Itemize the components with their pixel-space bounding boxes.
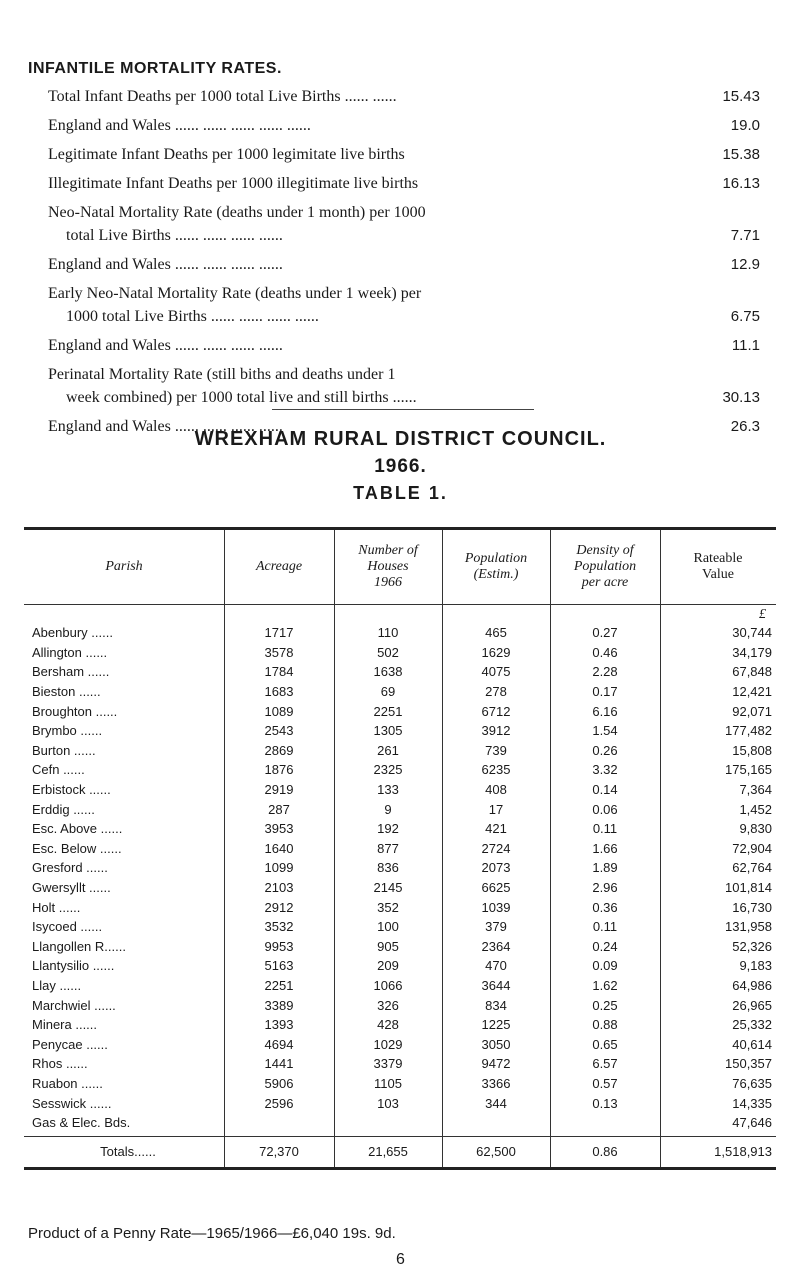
table-cell: 1039: [481, 899, 511, 915]
table-cell: 502: [377, 644, 399, 660]
table-row: [24, 623, 776, 643]
parish-name: Abenbury ......: [32, 625, 113, 641]
table-header-row: [24, 530, 776, 604]
rate-item: [48, 334, 778, 357]
table-cell: 25,332: [732, 1017, 772, 1033]
table-cell: 69: [380, 684, 396, 700]
table-cell: 0.26: [592, 742, 618, 758]
table-cell: 1105: [374, 1075, 402, 1091]
rate-item: [48, 253, 778, 276]
table-cell: 62,764: [732, 860, 772, 876]
currency-symbol: £: [759, 607, 766, 622]
table-row: [24, 1034, 776, 1054]
table-cell: 1441: [264, 1056, 294, 1072]
table-cell: 3912: [481, 723, 511, 739]
rate-value: 6.75: [730, 308, 760, 325]
rate-label: Neo-Natal Mortality Rate (deaths under 1 month) per 1000: [48, 204, 426, 221]
table-cell: 1029: [373, 1036, 403, 1052]
table-cell: 3366: [481, 1075, 511, 1091]
table-bottom-rule: [24, 1167, 776, 1170]
table-cell: 2325: [373, 762, 403, 778]
table-cell: 101,814: [725, 880, 772, 896]
table-cell: 6.57: [592, 1056, 618, 1072]
table-cell: 261: [377, 742, 399, 758]
parish-name: Broughton ......: [32, 703, 118, 719]
table-row: [24, 741, 776, 761]
table-cell: 2.28: [592, 664, 618, 680]
table-cell: 131,958: [725, 919, 772, 935]
rate-label: Total Infant Deaths per 1000 total Live Births ...... ......: [48, 88, 397, 105]
table-cell: 133: [377, 782, 399, 798]
parish-name: Gresford ......: [32, 860, 108, 876]
parish-name: Erbistock ......: [32, 782, 111, 798]
table-cell: 2543: [264, 723, 294, 739]
table-cell: 0.25: [592, 997, 618, 1013]
table-row: [24, 976, 776, 996]
table-cell: 287: [268, 801, 290, 817]
rate-item: [48, 363, 778, 409]
table-row: [24, 839, 776, 859]
table-cell: 1089: [264, 703, 294, 719]
table-cell: 1717: [264, 625, 294, 641]
table-body: [24, 623, 776, 1132]
table-cell: 3532: [264, 919, 294, 935]
parish-name: Cefn ......: [32, 762, 85, 778]
parish-name: Allington ......: [32, 644, 108, 660]
table-cell: 12,421: [732, 684, 772, 700]
mortality-rates-list: [48, 85, 778, 444]
table-cell: 408: [485, 782, 507, 798]
parish-name: Esc. Below ......: [32, 840, 122, 856]
parish-name: Isycoed ......: [32, 919, 103, 935]
table-cell: 1225: [481, 1017, 511, 1033]
table-row: [24, 721, 776, 741]
rate-label: Early Neo-Natal Mortality Rate (deaths under 1 week) per: [48, 285, 422, 302]
table-row: [24, 643, 776, 663]
totals-row: [24, 1137, 776, 1165]
table-cell: 6625: [481, 880, 511, 896]
infantile-mortality-heading: INFANTILE MORTALITY RATES.: [28, 60, 282, 77]
parish-name: Erddig ......: [32, 801, 95, 817]
table-cell: 0.36: [592, 899, 618, 915]
parish-name: Bieston ......: [32, 684, 101, 700]
column-header: Number of Houses 1966: [358, 543, 418, 590]
rate-label: Legitimate Infant Deaths per 1000 legimitate live births: [48, 146, 405, 163]
table-label: TABLE 1.: [353, 483, 448, 503]
rate-value: 7.71: [730, 227, 760, 244]
table-cell: 344: [485, 1095, 507, 1111]
table-cell: 9472: [481, 1056, 511, 1072]
table-cell: 6712: [481, 703, 511, 719]
table-cell: 0.11: [592, 919, 618, 935]
rate-item: [48, 172, 778, 195]
table-cell: 1629: [481, 644, 511, 660]
table-row: [24, 995, 776, 1015]
rate-item: [48, 85, 778, 108]
table-cell: 1640: [264, 840, 294, 856]
table-cell: 72,370: [259, 1143, 299, 1159]
column-divider: [660, 530, 661, 1167]
table-row: [24, 1074, 776, 1094]
rate-value: 11.1: [731, 337, 760, 354]
table-cell: 2073: [481, 860, 511, 876]
table-row: [24, 682, 776, 702]
table-cell: 428: [377, 1017, 399, 1033]
rate-value: 12.9: [730, 256, 760, 273]
parish-name: Esc. Above ......: [32, 821, 123, 837]
table-cell: 1,518,913: [714, 1143, 772, 1159]
table-cell: 1.54: [592, 723, 618, 739]
table-cell: 47,646: [732, 1115, 772, 1131]
parish-name: Rhos ......: [32, 1056, 88, 1072]
table-cell: 26,965: [732, 997, 772, 1013]
parish-name: Sesswick ......: [32, 1095, 112, 1111]
table-cell: 1305: [373, 723, 403, 739]
table-cell: 4075: [481, 664, 511, 680]
table-cell: 739: [485, 742, 507, 758]
table-row: [24, 956, 776, 976]
table-cell: 4694: [264, 1036, 294, 1052]
table-cell: 92,071: [732, 703, 772, 719]
table-cell: 209: [377, 958, 399, 974]
table-cell: 6.16: [592, 703, 618, 719]
table-cell: 0.13: [592, 1095, 618, 1111]
table-cell: 150,357: [725, 1056, 772, 1072]
table-cell: 0.86: [592, 1143, 618, 1159]
table-cell: 2145: [373, 880, 403, 896]
table-cell: 379: [485, 919, 507, 935]
table-cell: 1784: [264, 664, 294, 680]
table-cell: 2596: [264, 1095, 294, 1111]
table-row: [24, 1015, 776, 1035]
table-cell: 2251: [264, 977, 294, 993]
table-row: [24, 819, 776, 839]
parish-name: Totals......: [100, 1143, 156, 1159]
table-row: [24, 780, 776, 800]
rate-value: 16.13: [722, 175, 760, 192]
rate-label-continued: week combined) per 1000 total live and still births ......: [66, 389, 417, 406]
table-cell: 2912: [264, 899, 294, 915]
parish-name: Brymbo ......: [32, 723, 103, 739]
table-cell: 1.89: [592, 860, 618, 876]
table-cell: 1876: [264, 762, 294, 778]
section-divider: [272, 409, 534, 410]
column-header: Population (Estim.): [464, 551, 528, 582]
table-cell: 1683: [264, 684, 294, 700]
table-cell: 834: [485, 997, 507, 1013]
table-cell: 326: [377, 997, 399, 1013]
page-number: 6: [396, 1251, 405, 1268]
table-cell: 1,452: [739, 801, 772, 817]
table-cell: 110: [377, 625, 399, 641]
table-row: [24, 799, 776, 819]
rate-item: [48, 201, 778, 247]
parish-table: [24, 527, 776, 1170]
table-cell: 0.14: [592, 782, 618, 798]
table-cell: 67,848: [732, 664, 772, 680]
table-cell: 2.96: [592, 880, 618, 896]
table-cell: 3578: [264, 644, 294, 660]
table-cell: 3.32: [592, 762, 618, 778]
parish-name: Gwersyllt ......: [32, 880, 111, 896]
table-cell: 52,326: [732, 938, 772, 954]
table-cell: 177,482: [725, 723, 772, 739]
table-cell: 192: [377, 821, 399, 837]
table-cell: 0.24: [592, 938, 618, 954]
table-cell: 34,179: [732, 644, 772, 660]
table-cell: 76,635: [732, 1075, 772, 1091]
table-cell: 3644: [481, 977, 511, 993]
currency-row: [24, 605, 776, 623]
parish-name: Minera ......: [32, 1017, 98, 1033]
table-cell: 352: [377, 899, 399, 915]
table-cell: 0.65: [592, 1036, 618, 1052]
table-cell: 62,500: [476, 1143, 516, 1159]
table-cell: 0.46: [592, 644, 618, 660]
table-cell: 21,655: [368, 1143, 408, 1159]
table-cell: 3389: [264, 997, 294, 1013]
table-cell: 3379: [373, 1056, 403, 1072]
table-cell: 3953: [264, 821, 294, 837]
penny-rate-footer: Product of a Penny Rate—1965/1966—£6,040 19s. 9d.: [28, 1225, 396, 1242]
table-cell: 17: [488, 801, 504, 817]
column-divider: [224, 530, 225, 1167]
table-row: [24, 858, 776, 878]
table-cell: 7,364: [739, 782, 772, 798]
table-cell: 9,183: [739, 958, 772, 974]
parish-name: Burton ......: [32, 742, 96, 758]
table-cell: 175,165: [725, 762, 772, 778]
column-header: Acreage: [255, 559, 303, 574]
column-divider: [334, 530, 335, 1167]
column-header: Parish: [105, 559, 143, 574]
parish-name: Ruabon ......: [32, 1075, 103, 1091]
rate-value: 15.43: [722, 88, 760, 105]
parish-name: Bersham ......: [32, 664, 110, 680]
parish-name: Llantysilio ......: [32, 958, 115, 974]
table-cell: 72,904: [732, 840, 772, 856]
table-row: [24, 937, 776, 957]
table-cell: 3050: [481, 1036, 511, 1052]
table-cell: 2103: [264, 880, 294, 896]
table-cell: 1638: [373, 664, 403, 680]
parish-name: Marchwiel ......: [32, 997, 116, 1013]
parish-name: Holt ......: [32, 899, 81, 915]
table-cell: 1.62: [592, 977, 618, 993]
table-cell: 0.09: [592, 958, 618, 974]
table-cell: 9,830: [739, 821, 772, 837]
table-cell: 100: [377, 919, 399, 935]
table-cell: 2364: [481, 938, 511, 954]
table-cell: 103: [377, 1095, 399, 1111]
table-cell: 9953: [264, 938, 294, 954]
rate-value: 19.0: [730, 117, 760, 134]
table-row: [24, 1113, 776, 1133]
rate-value: 26.3: [730, 418, 760, 435]
table-row: [24, 760, 776, 780]
rate-label: England and Wales ...... ...... ...... ...... ......: [48, 117, 311, 134]
table-cell: 2251: [373, 703, 403, 719]
table-row: [24, 1054, 776, 1074]
table-cell: 6235: [481, 762, 511, 778]
table-cell: 0.88: [592, 1017, 618, 1033]
parish-name: Gas & Elec. Bds.: [32, 1115, 131, 1131]
table-cell: 470: [485, 958, 507, 974]
rate-item: [48, 114, 778, 137]
table-cell: 0.57: [592, 1075, 618, 1091]
column-divider: [550, 530, 551, 1167]
council-year: 1966.: [374, 456, 427, 477]
rate-value: 30.13: [722, 389, 760, 406]
rate-label: England and Wales ...... ...... ...... ......: [48, 256, 283, 273]
parish-name: Llangollen R......: [32, 938, 126, 954]
table-cell: 836: [377, 860, 399, 876]
table-cell: 0.06: [592, 801, 618, 817]
table-row: [24, 878, 776, 898]
table-cell: 40,614: [732, 1036, 772, 1052]
rate-label-continued: 1000 total Live Births ...... ...... ...... ......: [66, 308, 319, 325]
rate-label: England and Wales ...... ...... ...... ......: [48, 337, 283, 354]
table-row: [24, 1093, 776, 1113]
table-cell: 64,986: [732, 977, 772, 993]
table-cell: 0.11: [592, 821, 618, 837]
table-cell: 1099: [264, 860, 294, 876]
column-header: Rateable Value: [693, 551, 743, 582]
table-cell: 30,744: [732, 625, 772, 641]
table-cell: 278: [485, 684, 507, 700]
table-cell: 421: [485, 821, 507, 837]
table-cell: 5163: [264, 958, 294, 974]
rate-label: England and Wales ...... ...... ...... ......: [48, 418, 283, 435]
rate-item: [48, 143, 778, 166]
table-row: [24, 662, 776, 682]
parish-name: Llay ......: [32, 977, 82, 993]
rate-label-continued: total Live Births ...... ...... ...... ......: [66, 227, 283, 244]
table-row: [24, 917, 776, 937]
table-cell: 15,808: [732, 742, 772, 758]
column-header: Density of Population per acre: [573, 543, 637, 590]
table-cell: 2869: [264, 742, 294, 758]
column-divider: [442, 530, 443, 1167]
rate-item: [48, 282, 778, 328]
table-cell: 0.17: [592, 684, 618, 700]
table-cell: 5906: [264, 1075, 294, 1091]
rate-value: 15.38: [722, 146, 760, 163]
table-cell: 14,335: [732, 1095, 772, 1111]
table-cell: 1066: [373, 977, 403, 993]
table-cell: 877: [377, 840, 399, 856]
rate-label: Perinatal Mortality Rate (still biths and deaths under 1: [48, 366, 396, 383]
council-title: WREXHAM RURAL DISTRICT COUNCIL.: [194, 428, 607, 450]
table-row: [24, 701, 776, 721]
table-cell: 16,730: [732, 899, 772, 915]
rate-label: Illegitimate Infant Deaths per 1000 illegitimate live births: [48, 175, 419, 192]
table-cell: 2724: [481, 840, 511, 856]
table-cell: 465: [485, 625, 507, 641]
table-cell: 1393: [264, 1017, 294, 1033]
table-cell: 0.27: [592, 625, 618, 641]
parish-name: Penycae ......: [32, 1036, 108, 1052]
table-cell: 9: [384, 801, 392, 817]
table-cell: 1.66: [592, 840, 618, 856]
table-cell: 2919: [264, 782, 294, 798]
table-row: [24, 897, 776, 917]
table-cell: 905: [377, 938, 399, 954]
